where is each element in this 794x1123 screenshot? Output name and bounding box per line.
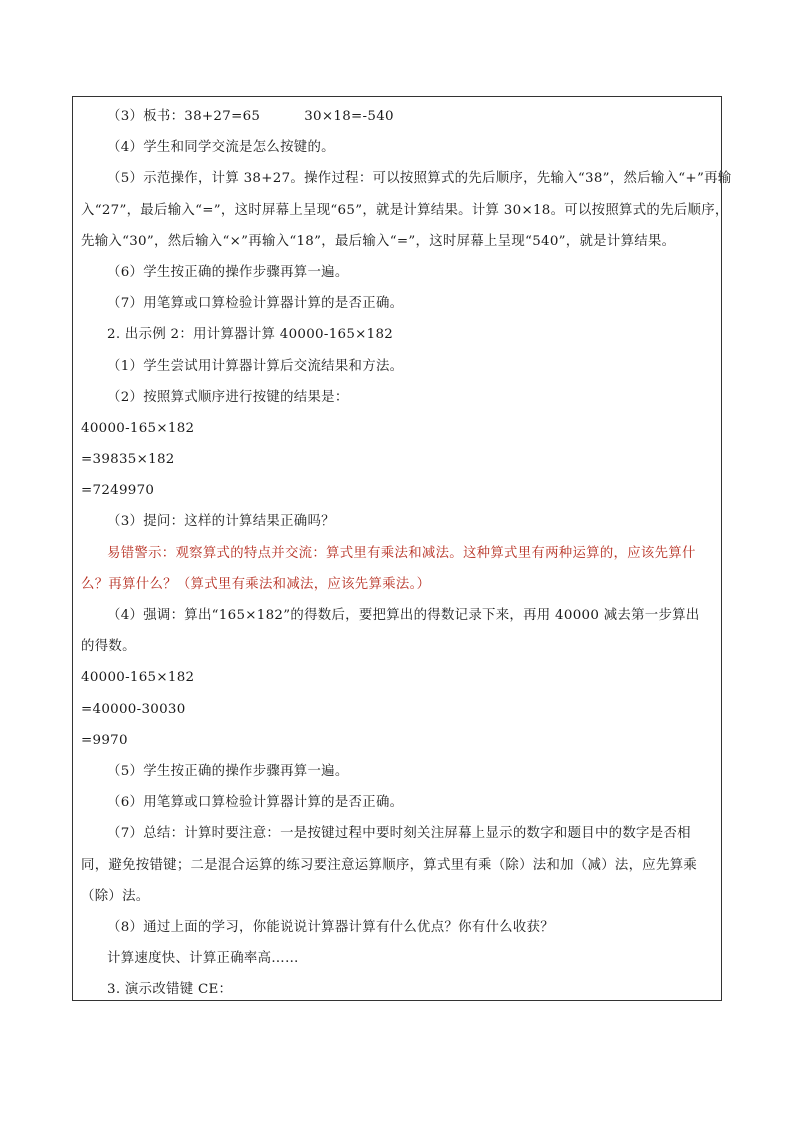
line-text: （6）学生按正确的操作步骤再算一遍。 [107,264,349,280]
line-text: （1）学生尝试用计算器计算后交流结果和方法。 [107,358,404,374]
line-text: （4）强调：算出“165×182”的得数后，要把算出的得数记录下来，再用 40000 减去第一步算出 [107,608,700,623]
line-text: 入“27”，最后输入“=”，这时屏幕上呈现“65”，就是计算结果。计算 30×18。可以按照算式的先后顺序， [81,202,729,218]
line-text: =39835×182 [81,452,175,468]
text-line-6 [81,257,713,288]
text-line-26 [81,881,713,912]
text-line-19 [81,662,713,693]
line-text: （2）按照算式顺序进行按键的结果是： [107,389,349,405]
text-line-15 [81,538,713,569]
line-text: （8）通过上面的学习，你能说说计算器计算有什么优点？你有什么收获？ [107,919,554,935]
text-line-12 [81,444,713,475]
text-line-1 [81,101,713,132]
line-text: 么？再算什么？（算式里有乘法和减法，应该先算乘法。） [81,576,431,592]
line-text-secondary: 30×18=-540 [304,109,394,124]
text-line-13 [81,475,713,506]
line-text: （7）总结：计算时要注意：一是按键过程中要时刻关注屏幕上显示的数字和题目中的数字是否相 [107,826,691,842]
text-line-28 [81,943,713,974]
line-text: （5）学生按正确的操作步骤再算一遍。 [107,763,349,779]
line-text: 的得数。 [81,639,136,655]
text-line-8 [81,319,713,350]
line-text: 计算速度快、计算正确率高…… [107,951,299,967]
text-line-7 [81,288,713,319]
line-text: （7）用笔算或口算检验计算器计算的是否正确。 [107,296,404,312]
text-line-11 [81,413,713,444]
text-line-29 [81,974,713,1005]
line-text: 40000-165×182 [81,670,195,686]
text-line-14 [81,506,713,537]
line-text: 40000-165×182 [81,420,195,436]
text-line-23 [81,787,713,818]
line-text: 2. 出示例 2：用计算器计算 40000-165×182 [107,327,394,343]
line-text: =9970 [81,732,128,748]
line-text: （4）学生和同学交流是怎么按键的。 [107,140,335,156]
text-line-16 [81,569,713,600]
text-line-18 [81,631,713,662]
lesson-content [81,101,732,1005]
line-text: =40000-30030 [81,701,186,717]
line-text: （6）用笔算或口算检验计算器计算的是否正确。 [107,795,404,811]
text-line-21 [81,725,713,756]
line-text: （5）示范操作，计算 38+27。操作过程：可以按照算式的先后顺序，先输入“38”，然后输入“+”再输 [107,171,732,187]
line-text: 同，避免按错键；二是混合运算的练习要注意运算顺序，算式里有乘（除）法和加（减）法，应先算乘 [81,857,698,873]
line-text: 易错警示：观察算式的特点并交流：算式里有乘法和减法。这种算式里有两种运算的，应该先算什 [107,545,696,561]
text-line-27 [81,912,713,943]
text-line-25 [81,850,713,881]
text-line-22 [81,756,713,787]
text-line-10 [81,382,713,413]
line-text: 先输入“30”，然后输入“×”再输入“18”，最后输入“=”，这时屏幕上呈现“540”，就是计算结果。 [81,233,676,249]
text-line-20 [81,694,713,725]
text-line-9 [81,351,713,382]
line-text: （3）提问：这样的计算结果正确吗？ [107,514,335,530]
line-text: （除）法。 [81,888,150,904]
text-line-3 [81,163,732,194]
text-line-17 [81,600,713,631]
text-line-24 [81,818,713,849]
text-line-2 [81,132,713,163]
lesson-table-cell [72,96,732,1001]
text-line-4 [81,195,729,226]
line-text: =7249970 [81,483,155,499]
line-text: （3）板书：38+27=65 [107,109,261,124]
text-line-5 [81,226,713,257]
line-text: 3. 演示改错键 CE： [107,982,233,998]
